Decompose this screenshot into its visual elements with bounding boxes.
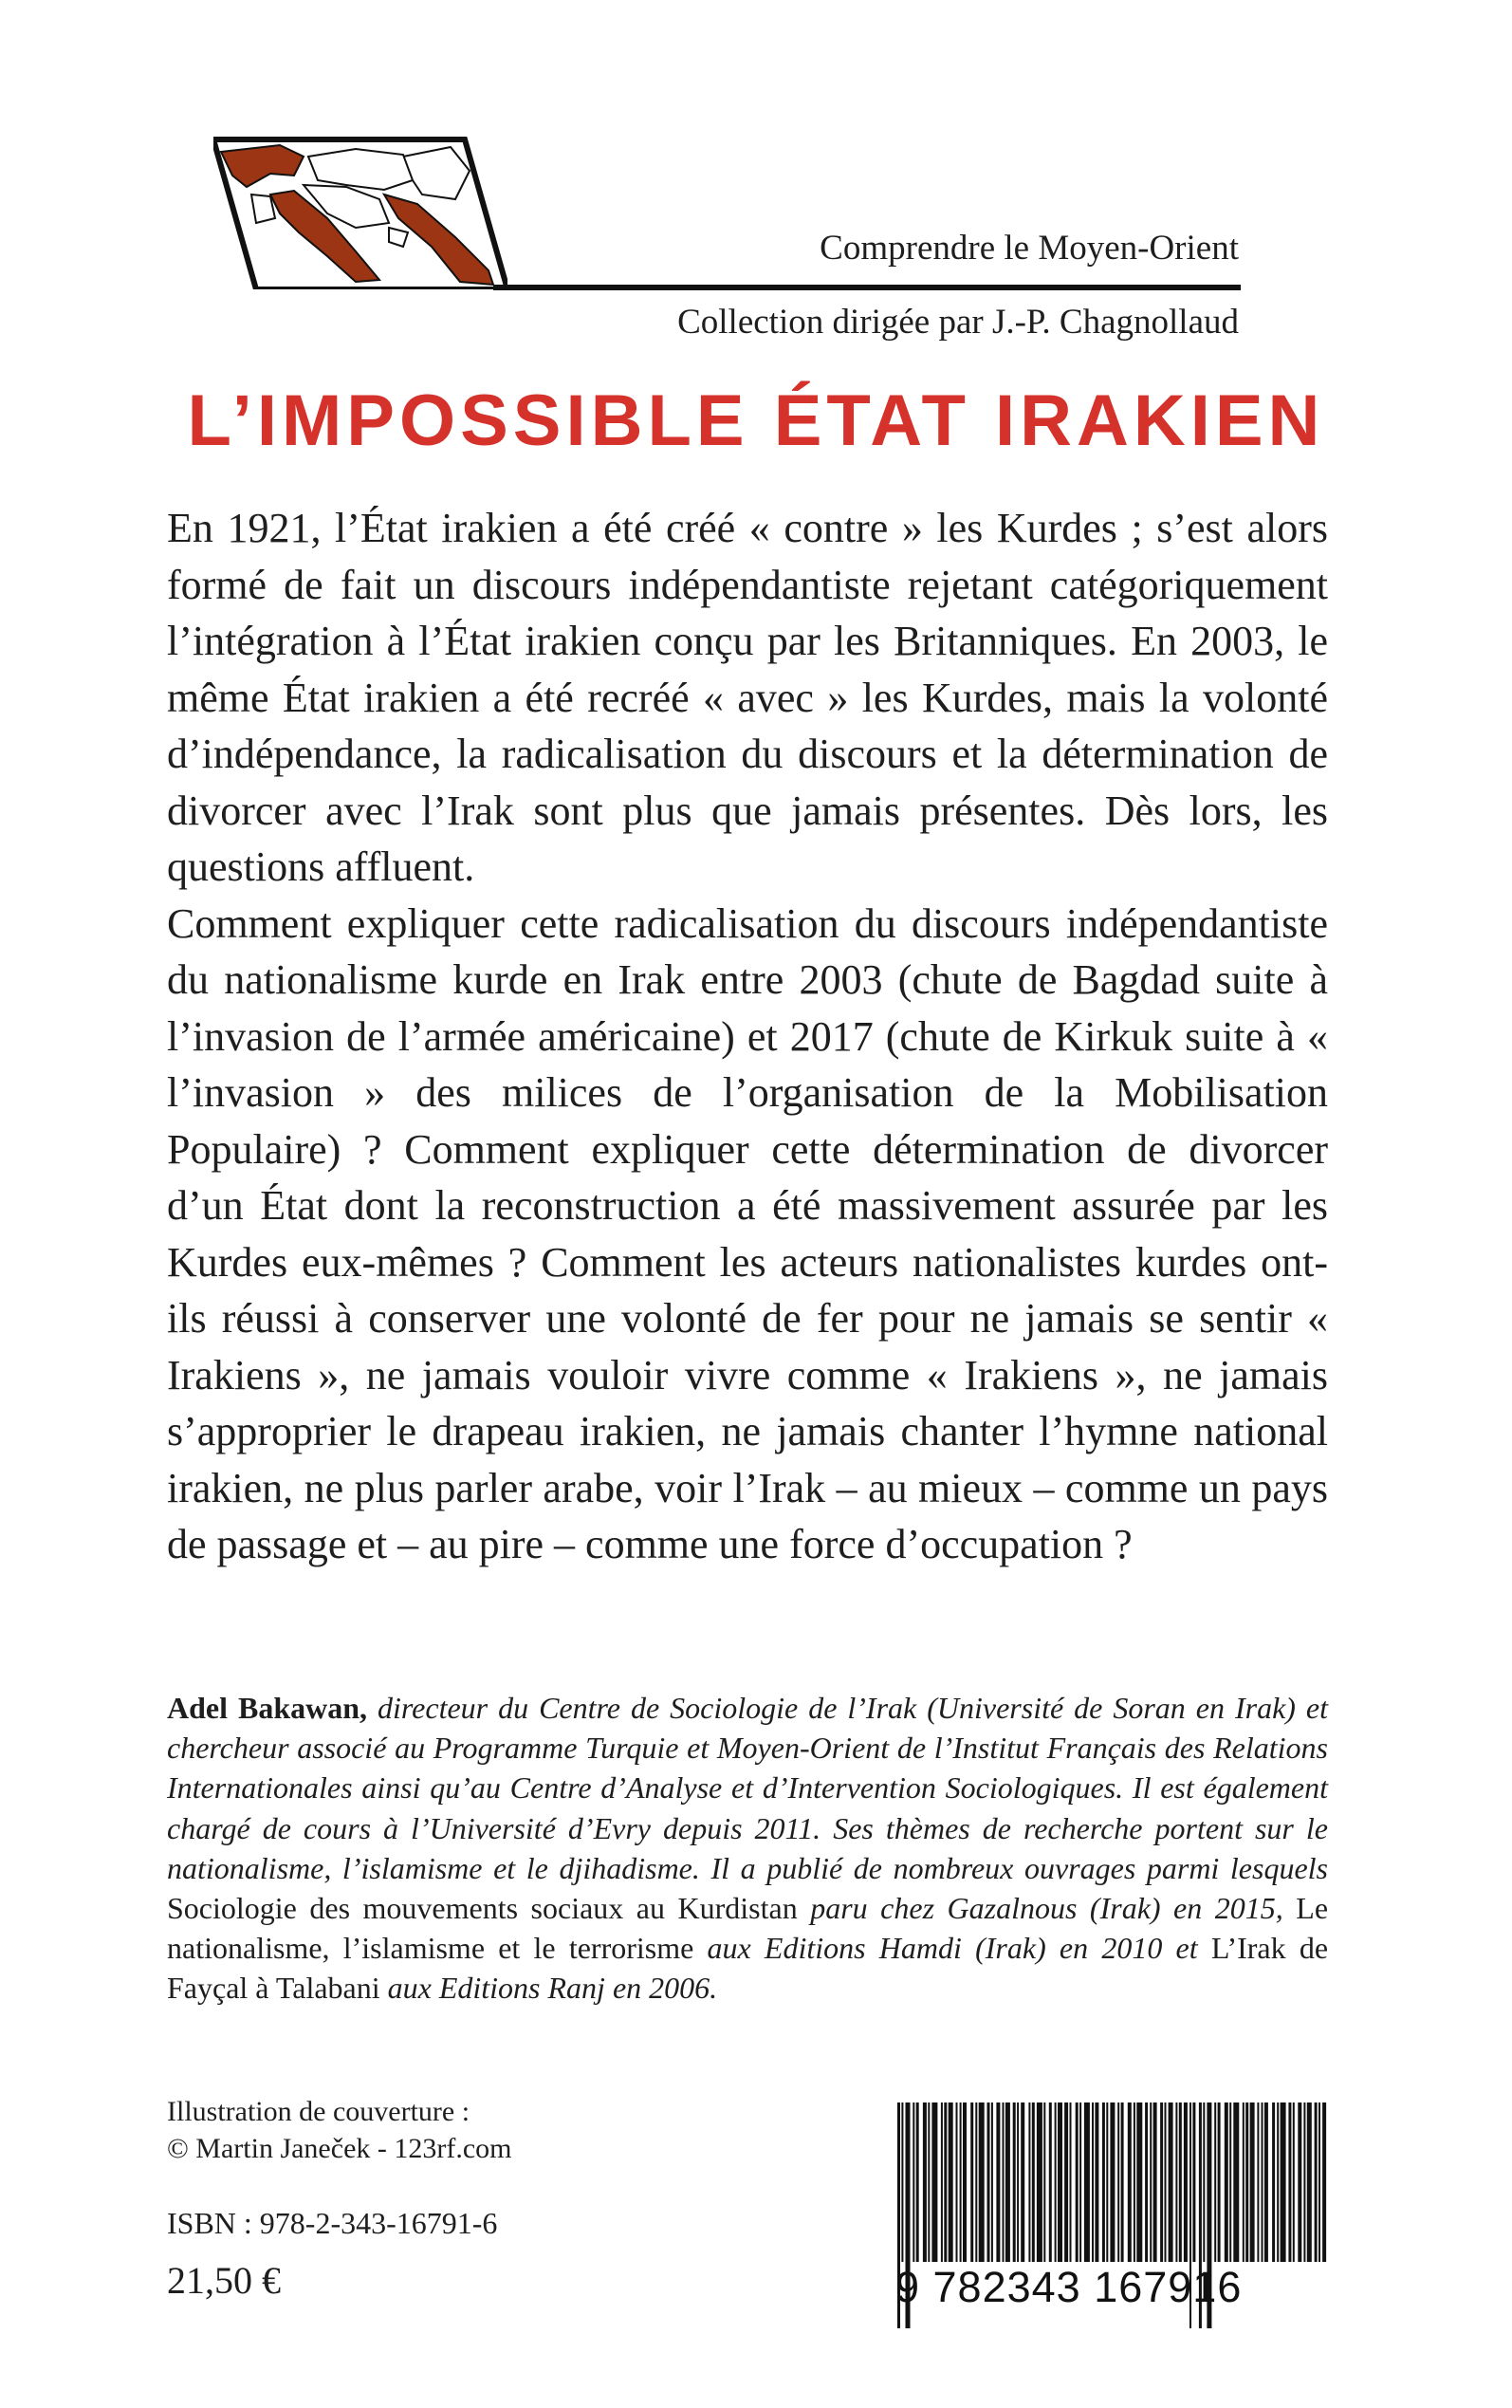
barcode-bar bbox=[1192, 2102, 1195, 2262]
barcode-bar bbox=[1043, 2102, 1045, 2262]
barcode-bar bbox=[944, 2102, 947, 2262]
barcode-bar bbox=[931, 2102, 937, 2262]
cover-credit-value: © Martin Janeček - 123rf.com bbox=[167, 2133, 512, 2164]
barcode-bar bbox=[1110, 2102, 1115, 2262]
barcode-bar bbox=[1070, 2102, 1072, 2262]
bio-text-3: aux Editions Hamdi (Irak) en 2010 et bbox=[693, 1931, 1211, 1966]
barcode-bar bbox=[1272, 2102, 1275, 2262]
barcode-bar bbox=[1005, 2102, 1010, 2262]
barcode-bar bbox=[901, 2102, 903, 2262]
barcode-bar bbox=[1153, 2102, 1157, 2262]
barcode-bar bbox=[1315, 2102, 1318, 2262]
bio-book-2: Le nationalisme, l’islamisme et le terrorisme bbox=[167, 1891, 1329, 1966]
barcode-bar bbox=[1243, 2102, 1245, 2262]
barcode-bar bbox=[1032, 2102, 1035, 2262]
barcode-bar bbox=[1250, 2102, 1255, 2262]
barcode-bar bbox=[1264, 2102, 1268, 2262]
barcode-bar bbox=[949, 2102, 953, 2262]
price: 21,50 € bbox=[167, 2259, 281, 2302]
barcode-bar bbox=[1303, 2102, 1305, 2262]
barcode-bar bbox=[1095, 2102, 1098, 2262]
barcode-bar bbox=[1013, 2102, 1016, 2262]
bio-text-2: paru chez Gazalnous (Irak) en 2015, bbox=[797, 1891, 1297, 1926]
barcode-bar bbox=[1136, 2102, 1142, 2262]
barcode-bar bbox=[1117, 2102, 1119, 2262]
series-divider bbox=[493, 285, 1241, 290]
barcode-bar bbox=[1288, 2102, 1291, 2262]
barcode-bar bbox=[1079, 2102, 1081, 2262]
barcode-bar bbox=[1064, 2102, 1068, 2262]
barcode-bar bbox=[1021, 2102, 1024, 2262]
barcode-bar bbox=[1128, 2102, 1132, 2262]
barcode-bar bbox=[928, 2102, 930, 2262]
barcode-bar bbox=[970, 2102, 973, 2262]
barcode-bar bbox=[1218, 2102, 1221, 2262]
barcode-bar bbox=[979, 2102, 985, 2262]
barcode-bar bbox=[991, 2102, 993, 2262]
barcode-bar bbox=[1037, 2102, 1042, 2262]
barcode-bar bbox=[1028, 2102, 1030, 2262]
barcode-bar bbox=[1307, 2102, 1312, 2262]
barcode-bar bbox=[1055, 2102, 1057, 2262]
barcode-bar bbox=[913, 2102, 914, 2262]
barcode-bar bbox=[1262, 2102, 1263, 2262]
barcode-bar bbox=[1092, 2102, 1094, 2262]
barcode-bar bbox=[963, 2102, 967, 2262]
barcode-bar bbox=[1245, 2102, 1248, 2262]
barcode-bar bbox=[1121, 2102, 1124, 2262]
barcode-bar bbox=[1102, 2102, 1105, 2262]
barcode-bar bbox=[1179, 2102, 1182, 2262]
barcode-bar bbox=[1049, 2102, 1052, 2262]
barcode-bar bbox=[1229, 2102, 1231, 2262]
series-name: Comprendre le Moyen-Orient bbox=[820, 229, 1239, 268]
barcode-bar bbox=[1145, 2102, 1148, 2262]
barcode-bar bbox=[1214, 2102, 1216, 2262]
blurb-paragraph-1: En 1921, l’État irakien a été créé « contre » les Kurdes ; s’est alors formé de fait un discours indépendantiste rejetant catégoriquement l’intégration à l’État irakien conçu par les Britanniques. En 2003, le même État irakien a été recréé « avec » les Kurdes, mais la volonté d’indépendance, la radicalisation du discours et la détermination de divorcer avec l’Irak sont plus que jamais présentes. Dès lors, les questions affluent. bbox=[167, 505, 1328, 890]
bio-book-1: Sociologie des mouvements sociaux au Kurdistan bbox=[167, 1891, 798, 1926]
barcode-bar bbox=[1165, 2102, 1167, 2262]
barcode-bar bbox=[1003, 2102, 1005, 2262]
barcode-bar bbox=[1277, 2102, 1279, 2262]
bio-text-1: directeur du Centre de Sociologie de l’Irak (Université de Soran en Irak) et chercheur associé au Programme Turquie et Moyen-Orient de l’Institut Français des Relations Internationales ainsi qu’au Centre d’Analyse et d’Intervention Sociologiques. Il est également chargé de cours à l’Université d’Evry depuis 2011. Ses thèmes de recherche portent sur le nationalisme, l’islamisme et le djihadisme. Il a publié de nombreux ouvrages parmi lesquels bbox=[167, 1691, 1329, 1885]
barcode-bar bbox=[1293, 2102, 1295, 2262]
barcode-bar bbox=[975, 2102, 977, 2262]
author-bio bbox=[167, 1688, 1328, 2009]
barcode-bar bbox=[1084, 2102, 1090, 2262]
barcode-bar bbox=[1184, 2102, 1188, 2262]
barcode-bar bbox=[1318, 2102, 1320, 2262]
barcode-bar bbox=[1175, 2102, 1177, 2262]
barcode-bar bbox=[1257, 2102, 1259, 2262]
barcode-bar bbox=[1281, 2102, 1286, 2262]
barcode-bar bbox=[987, 2102, 990, 2262]
book-title: L’IMPOSSIBLE ÉTAT IRAKIEN bbox=[187, 380, 1325, 461]
series-logo-map-icon bbox=[213, 128, 507, 289]
barcode-digits: 9 782343 167916 bbox=[895, 2263, 1243, 2311]
barcode-bar bbox=[941, 2102, 943, 2262]
barcode-bar bbox=[1298, 2102, 1301, 2262]
barcode-bar bbox=[1106, 2102, 1108, 2262]
barcode-bar bbox=[1203, 2102, 1205, 2262]
cover-credit bbox=[167, 2093, 512, 2167]
barcode-bar bbox=[1058, 2102, 1062, 2262]
barcode-bar bbox=[996, 2102, 1000, 2262]
barcode-bar bbox=[1160, 2102, 1163, 2262]
barcode-bar bbox=[1322, 2102, 1326, 2262]
bio-text-4: aux Editions Ranj en 2006. bbox=[379, 1971, 718, 2006]
cover-credit-label: Illustration de couverture : bbox=[167, 2096, 470, 2127]
barcode-bar bbox=[960, 2102, 962, 2262]
barcode-bar bbox=[1150, 2102, 1152, 2262]
barcode-bar bbox=[956, 2102, 958, 2262]
barcode-bar bbox=[1017, 2102, 1019, 2262]
bio-book-3: L’Irak de Fayçal à Talabani bbox=[167, 1931, 1329, 2006]
series-director: Collection dirigée par J.-P. Chagnollaud bbox=[677, 303, 1239, 342]
isbn: ISBN : 978-2-343-16791-6 bbox=[167, 2206, 498, 2240]
blurb bbox=[167, 500, 1328, 1573]
barcode-bar bbox=[1233, 2102, 1239, 2262]
blurb-paragraph-2: Comment expliquer cette radicalisation du discours indépendantiste du nationalisme kurde en Irak entre 2003 (chute de Bagdad suite à l’invasion de l’armée américaine) et 2017 (chute de Kirkuk suite à « l’invasion » des milices de l’organisation de la Mobilisation Populaire) ? Comment expliquer cette détermination de divorcer d’un État dont la reconstruction a été massivement assurée par les Kurdes eux-mêmes ? Comment les acteurs nationalistes kurdes ont-ils réussi à conserver une volonté de fer pour ne jamais se sentir « Irakiens », ne jamais vouloir vivre comme « Irakiens », ne jamais s’approprier le drapeau irakien, ne jamais chanter l’hymne national irakien, ne plus parler arabe, voir l’Irak – au mieux – comme un pays de passage et – au pire – comme une force d’occupation ? bbox=[167, 899, 1328, 1567]
barcode-bar bbox=[1076, 2102, 1079, 2262]
author-name: Adel Bakawan, bbox=[167, 1691, 368, 1725]
barcode-bar bbox=[923, 2102, 927, 2262]
barcode-bar bbox=[1169, 2102, 1173, 2262]
barcode-bar bbox=[916, 2102, 919, 2262]
barcode-bar bbox=[1134, 2102, 1135, 2262]
barcode-bar bbox=[1225, 2102, 1228, 2262]
